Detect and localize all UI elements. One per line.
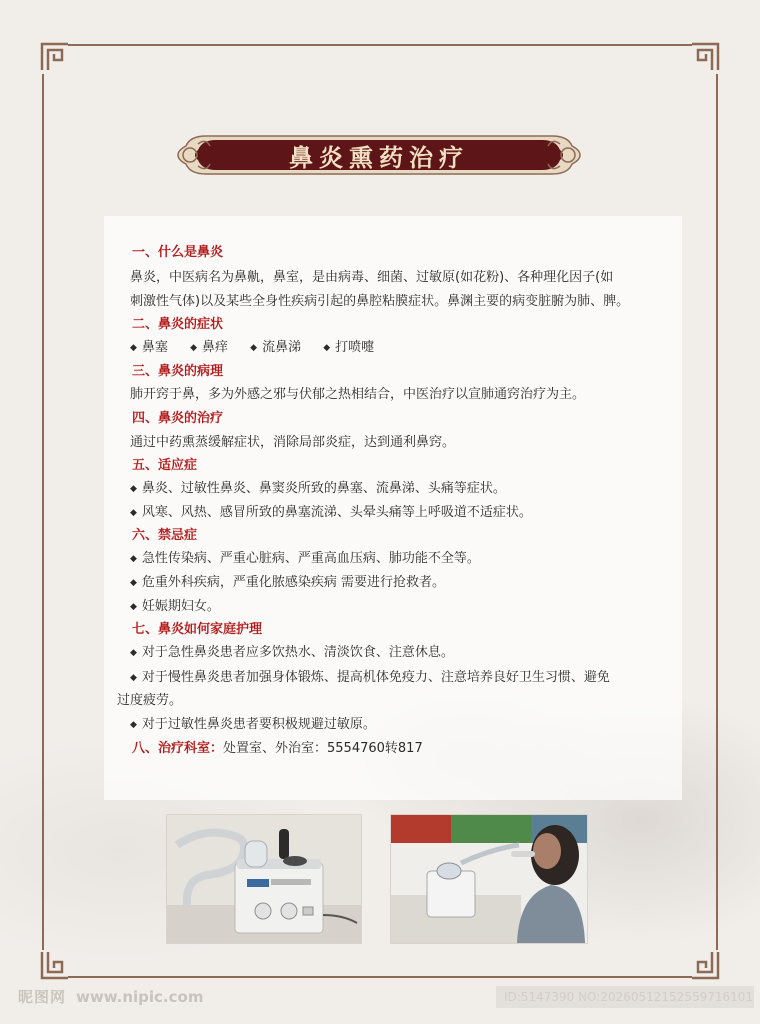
frame-left [42,74,44,950]
bullet-icon: ◆ [130,508,137,518]
symptom-item: ◆ 鼻痒 [190,340,229,355]
care-item-continued: 过度疲劳。 [117,693,183,708]
care-item: ◆ 对于急性鼻炎患者应多饮热水、清淡饮食、注意休息。 [130,645,454,660]
bullet-icon: ◆ [130,648,137,658]
bullet-icon: ◆ [130,484,137,494]
section4-text: 通过中药熏蒸缓解症状，消除局部炎症，达到通利鼻窍。 [130,435,456,450]
care-item: ◆ 对于慢性鼻炎患者加强身体锻炼、提高机体免疫力、注意培养良好卫生习惯、避免 [130,670,610,685]
symptom-list [130,336,392,355]
corner-ornament-bottom-right [692,952,722,982]
bullet-icon: ◆ [323,343,331,353]
section-heading-3: 三、鼻炎的病理 [132,364,224,379]
bullet-icon: ◆ [190,343,197,353]
symptom-item: ◆ 流鼻涕 [250,340,302,355]
contraindication-item: ◆ 妊娠期妇女。 [130,599,220,614]
contraindication-item: ◆ 急性传染病、严重心脏病、严重高血压病、肺功能不全等。 [130,551,480,566]
section-heading-4: 四、鼻炎的治疗 [132,411,224,426]
title-banner [176,128,582,182]
corner-ornament-bottom-left [38,952,68,982]
bullet-icon: ◆ [130,602,137,612]
bullet-icon: ◆ [130,720,137,730]
watermark-id: ID:5147390 NO:20260512152559716101 [496,986,754,1008]
section-heading-1: 一、什么是鼻炎 [132,245,224,260]
section-heading-2: 二、鼻炎的症状 [132,317,224,332]
department-text: 处置室、外治室：5554760转817 [223,741,423,756]
bullet-icon: ◆ [130,554,137,564]
section1-text-line2: 刺激性气体)以及某些全身性疾病引起的鼻腔粘膜症状。鼻渊主要的病变脏腑为肺、脾。 [130,294,630,309]
bullet-icon: ◆ [130,343,137,353]
watermark-url: www.nipic.com [76,988,204,1006]
section-heading-7: 七、鼻炎如何家庭护理 [132,622,263,637]
frame-right [716,74,718,950]
care-item: ◆ 对于过敏性鼻炎患者要积极规避过敏原。 [130,717,376,732]
corner-ornament-top-right [692,40,722,70]
watermark-left [18,986,203,1007]
watermark-logo: 昵图网 [18,988,67,1006]
section1-text-line1: 鼻炎，中医病名为鼻鼽，鼻室，是由病毒、细菌、过敏原(如花粉)、各种理化因子(如 [130,270,614,285]
corner-ornament-top-left [38,40,68,70]
section3-text: 肺开窍于鼻，多为外感之邪与伏郁之热相结合，中医治疗以宣肺通窍治疗为主。 [130,387,586,402]
bullet-icon: ◆ [130,578,137,588]
indication-item: ◆ 风寒、风热、感冒所致的鼻塞流涕、头晕头痛等上呼吸道不适症状。 [130,505,532,520]
patient-treatment-photo [390,814,588,944]
section-heading-6: 六、禁忌症 [132,528,198,543]
symptom-item: ◆ 打喷嚏 [323,340,375,355]
bullet-icon: ◆ [130,673,137,683]
indication-item: ◆ 鼻炎、过敏性鼻炎、鼻窦炎所致的鼻塞、流鼻涕、头痛等症状。 [130,481,506,496]
frame-top [68,44,692,46]
bullet-icon: ◆ [250,343,258,353]
section-heading-5: 五、适应症 [132,458,198,473]
page-title: 鼻炎熏药治疗 [289,142,469,172]
contraindication-item: ◆ 危重外科疾病，严重化脓感染疾病 需要进行抢救者。 [130,575,446,590]
section-heading-8: 八、治疗科室： [132,741,224,756]
symptom-item: ◆ 鼻塞 [130,340,168,355]
department-line [132,737,423,756]
nebulizer-device-photo [166,814,362,944]
frame-bottom [68,976,692,978]
